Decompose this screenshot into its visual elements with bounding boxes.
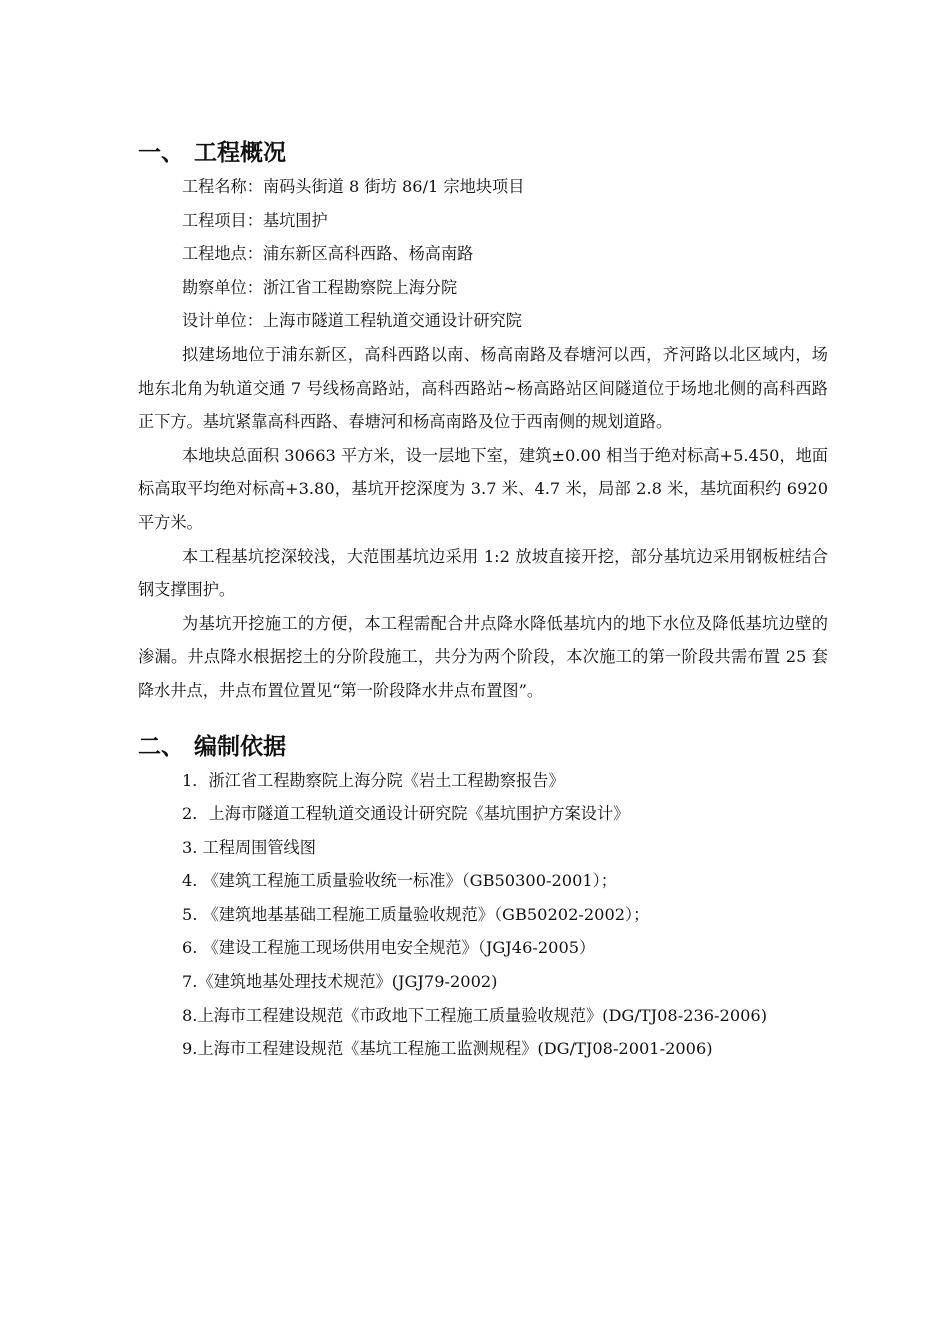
reference-item: 5. 《建筑地基基础工程施工质量验收规范》（GB50202-2002）； (182, 904, 650, 924)
reference-item: 7.《建筑地基处理技术规范》(JGJ79-2002) (182, 972, 498, 992)
reference-item: 8.上海市工程建设规范《市政地下工程施工质量验收规范》(DG/TJ08-236-2006) (182, 1005, 768, 1025)
project-name-line: 工程名称：南码头街道 8 街坊 86/1 宗地块项目 (182, 177, 525, 196)
section-title: 编制依据 (194, 733, 286, 760)
section-number: 一、 (138, 140, 184, 166)
area-elevation-paragraph: 本地块总面积 30663 平方米，设一层地下室，建筑±0.00 相当于绝对标高+5.450，地面标高取平均绝对标高+3.80，基坑开挖深度为 3.7 米、4.7 米，局部 2.8 米，基坑面积约 6920 平方米。 (138, 445, 828, 532)
design-unit-line: 设计单位：上海市隧道工程轨道交通设计研究院 (182, 311, 522, 331)
document-content (138, 136, 828, 1066)
site-description-paragraph: 拟建场地位于浦东新区，高科西路以南、杨高南路及春塘河以西，齐河路以北区域内，场地东北角为轨道交通 7 号线杨高路站，高科西路站~杨高路站区间隧道位于场地北侧的高科西路正下方。基坑紧靠高科西路、春塘河和杨高南路及位于西南侧的规划道路。 (138, 344, 828, 432)
reference-item: 3. 工程周围管线图 (182, 837, 316, 857)
section-number: 二、 (138, 733, 184, 760)
reference-item: 9.上海市工程建设规范《基坑工程施工监测规程》(DG/TJ08-2001-2006) (182, 1039, 713, 1059)
reference-item: 6. 《建设工程施工现场供用电安全规范》（JGJ46-2005） (182, 938, 596, 958)
section-title: 工程概况 (194, 140, 286, 166)
reference-item: 2．上海市隧道工程轨道交通设计研究院《基坑围护方案设计》 (182, 804, 630, 824)
section-heading-overview (138, 136, 828, 170)
reference-item: 4. 《建筑工程施工质量验收统一标准》（GB50300-2001）； (182, 871, 617, 891)
project-location-line: 工程地点：浦东新区高科西路、杨高南路 (182, 244, 474, 264)
project-item-line: 工程项目：基坑围护 (182, 210, 328, 230)
dewatering-paragraph: 为基坑开挖施工的方便，本工程需配合井点降水降低基坑内的地下水位及降低基坑边壁的渗漏。井点降水根据挖土的分阶段施工，共分为两个阶段，本次施工的第一阶段共需布置 25 套降水井点，井点布置位置见“第一阶段降水井点布置图”。 (138, 613, 828, 700)
section-overview-body (138, 170, 828, 708)
survey-unit-line: 勘察单位：浙江省工程勘察院上海分院 (182, 277, 458, 297)
section-heading-basis (138, 730, 828, 764)
reference-item: 1．浙江省工程勘察院上海分院《岩土工程勘察报告》 (182, 770, 565, 790)
section-basis-body (138, 764, 828, 1066)
excavation-method-paragraph: 本工程基坑挖深较浅，大范围基坑边采用 1:2 放坡直接开挖，部分基坑边采用钢板桩结合钢支撑围护。 (138, 546, 828, 600)
